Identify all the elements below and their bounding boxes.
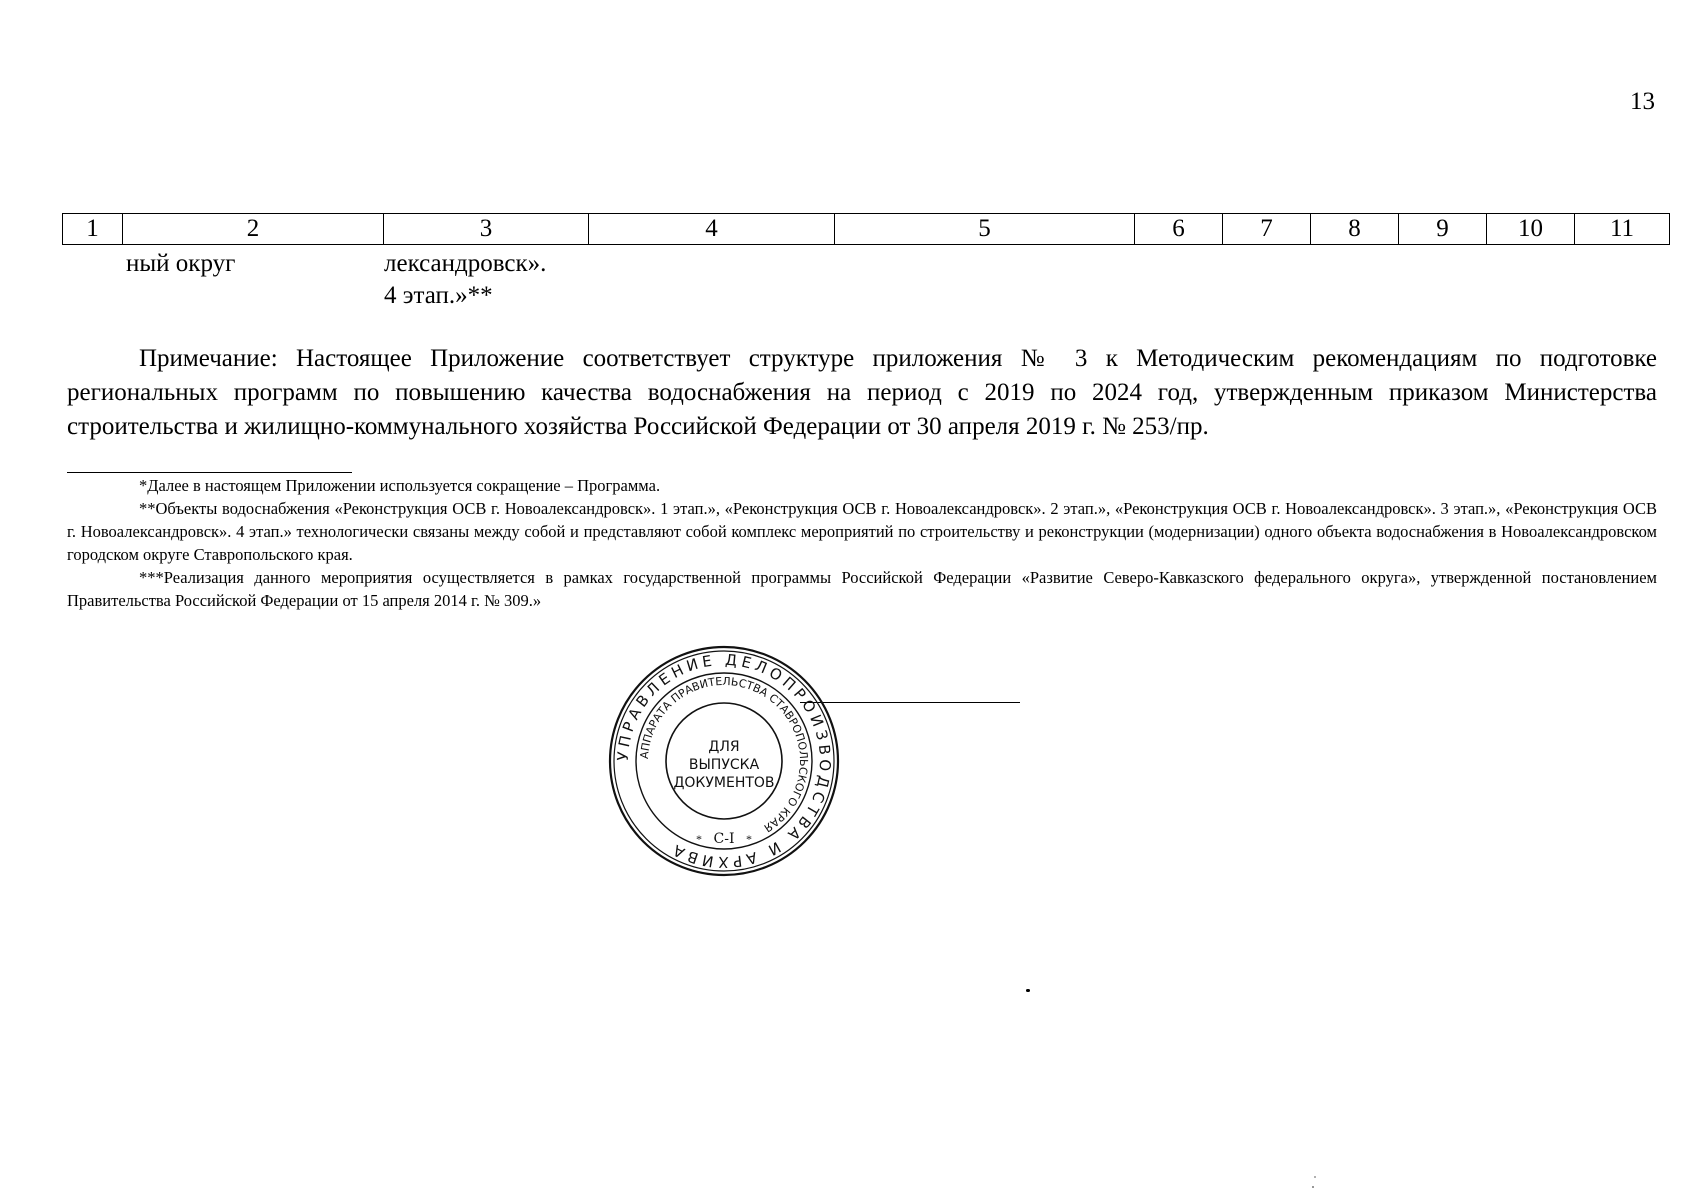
table-column-numbers bbox=[62, 213, 1670, 245]
column-number: 11 bbox=[1575, 214, 1670, 245]
column-number: 7 bbox=[1223, 214, 1311, 245]
column-number: 9 bbox=[1399, 214, 1487, 245]
scan-speck bbox=[1312, 1186, 1314, 1188]
table-cell-text: ный округ bbox=[126, 250, 236, 277]
seal-center-line: ДЛЯ bbox=[708, 739, 740, 755]
footnote: *Далее в настоящем Приложении используется сокращение – Программа. bbox=[139, 476, 661, 495]
seal-outer-text: УПРАВЛЕНИЕ ДЕЛОПРОИЗВОДСТВА И АРХИВА bbox=[613, 650, 835, 872]
column-number: 10 bbox=[1487, 214, 1575, 245]
official-seal-stamp bbox=[606, 643, 842, 879]
column-number: 2 bbox=[123, 214, 384, 245]
seal-center-line: ДОКУМЕНТОВ bbox=[673, 775, 775, 791]
page-number: 13 bbox=[1630, 88, 1655, 115]
column-number: 5 bbox=[835, 214, 1135, 245]
seal-star-icon: * bbox=[696, 832, 702, 846]
column-number: 3 bbox=[384, 214, 589, 245]
seal-star-icon: * bbox=[746, 832, 752, 846]
table-continuation-col3 bbox=[384, 248, 546, 312]
column-number: 4 bbox=[589, 214, 835, 245]
footnote: **Объекты водоснабжения «Реконструкция ОСВ г. Новоалександровск». 1 этап.», «Реконструкция ОСВ г. Новоалександровск». 2 этап.», «Реконструкция ОСВ г. Новоалександровск». 3 этап.», «Реконструкция ОСВ г. Новоалександровск». 4 этап.» технологически связаны между собой и представляют собой комплекс мероприятий по строительству и реконструкции (модернизации) одного объекта водоснабжения в Новоалександровском городском округе Ставропольского края. bbox=[67, 499, 1657, 564]
table-cell-text: лександровск». bbox=[384, 250, 547, 277]
seal-center-line: ВЫПУСКА bbox=[688, 757, 760, 773]
footnote: ***Реализация данного мероприятия осуществляется в рамках государственной программы Российской Федерации «Развитие Северо-Кавказского федерального округа», утвержденной постановлением Правительства Российской Федерации от 15 апреля 2014 г. № 309.» bbox=[67, 568, 1657, 610]
table-continuation-col2 bbox=[126, 248, 235, 280]
footnotes bbox=[67, 474, 1657, 612]
column-number: 1 bbox=[63, 214, 123, 245]
scan-speck bbox=[1314, 1176, 1316, 1178]
seal-code: С-I bbox=[713, 831, 735, 847]
footnote-separator bbox=[67, 472, 352, 473]
scan-speck bbox=[1026, 989, 1030, 992]
note-paragraph: Примечание: Настоящее Приложение соответствует структуре приложения № 3 к Методическим рекомендациям по подготовке региональных программ по повышению качества водоснабжения на период с 2019 по 2024 год, утвержденным приказом Министерства строительства и жилищно-коммунального хозяйства Российской Федерации от 30 апреля 2019 г. № 253/пр. bbox=[67, 345, 1657, 440]
column-number: 6 bbox=[1135, 214, 1223, 245]
seal-inner-text: АППАРАТА ПРАВИТЕЛЬСТВА СТАВРОПОЛЬСКОГО КРАЯ bbox=[637, 674, 811, 835]
table-cell-text: 4 этап.»** bbox=[384, 282, 493, 309]
column-number: 8 bbox=[1311, 214, 1399, 245]
